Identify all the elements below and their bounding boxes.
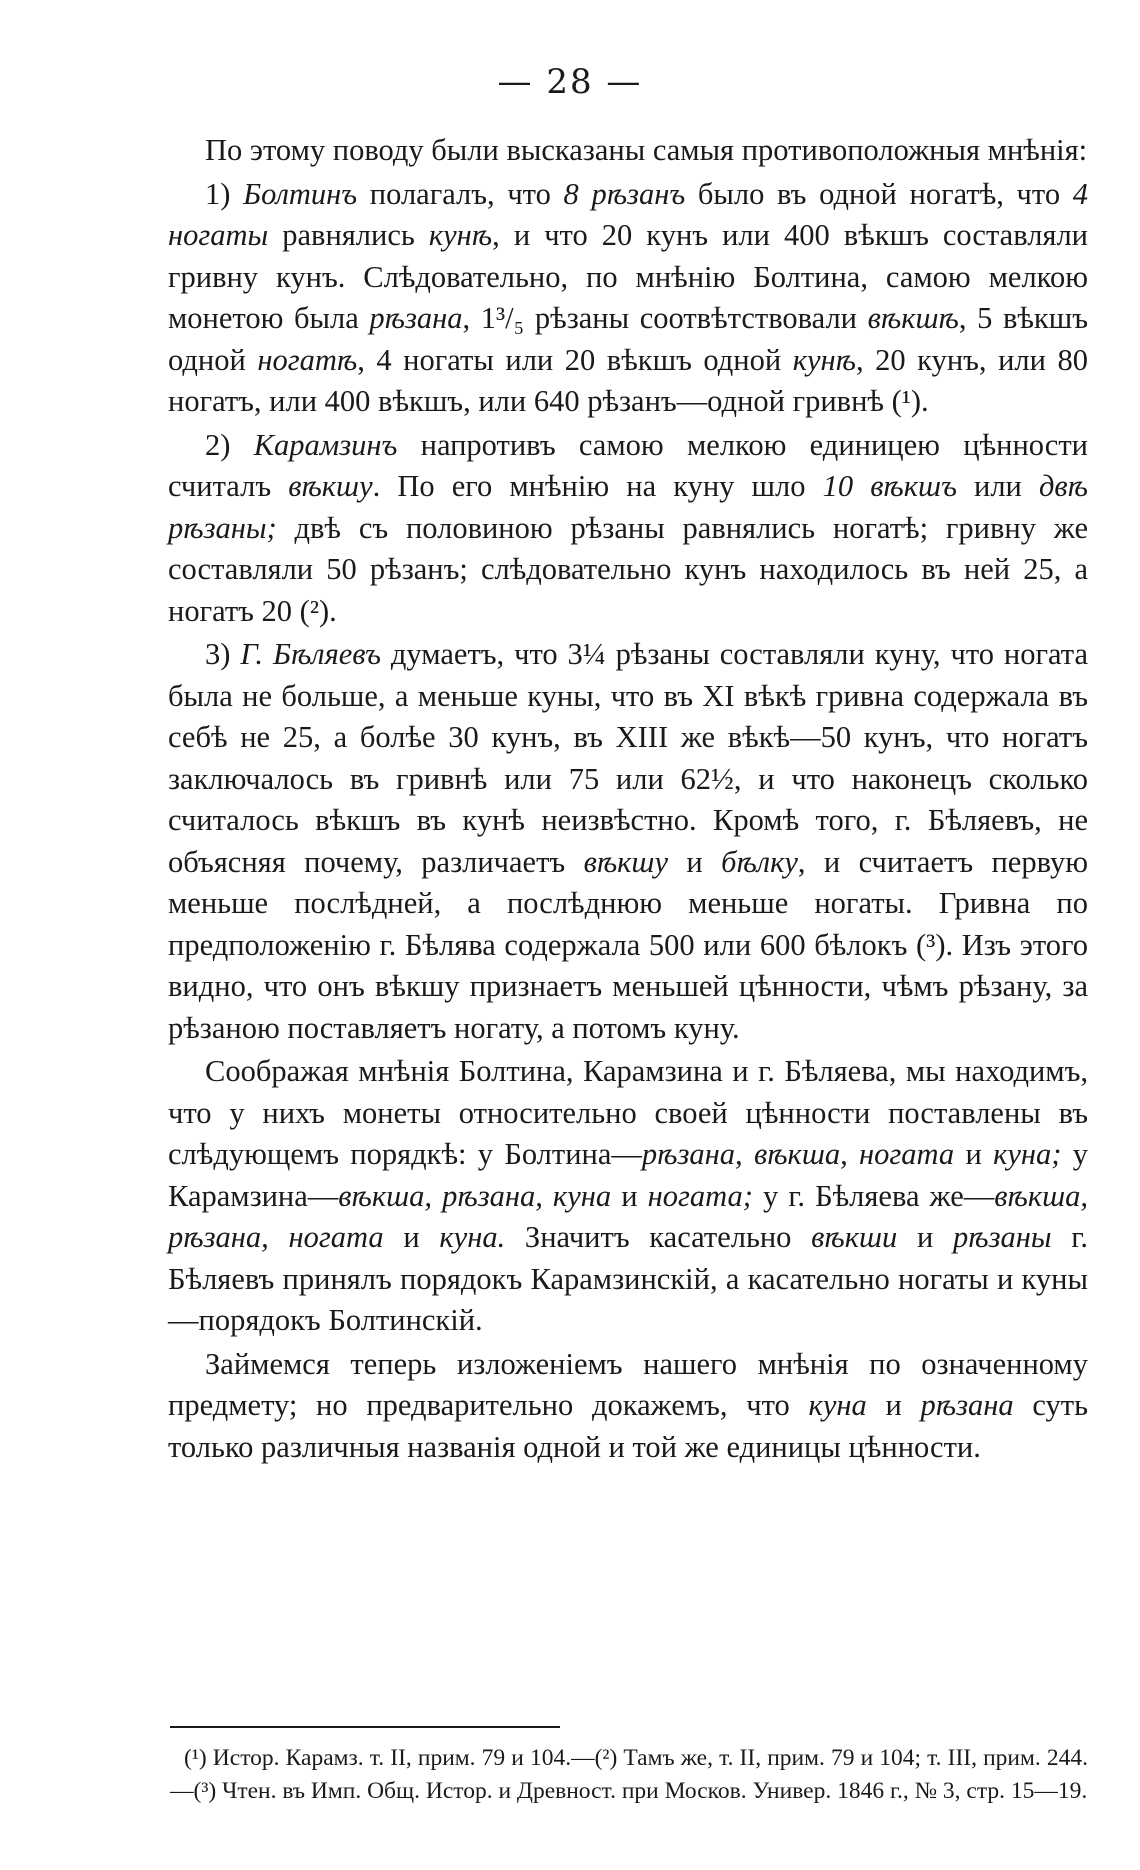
text-run: и: [611, 1178, 648, 1213]
italic-term: рѣзана: [920, 1388, 1014, 1422]
italic-term: Г. Бѣляевъ: [240, 637, 381, 671]
italic-term: вѣкши: [811, 1220, 898, 1254]
italic-term: Болтинъ: [243, 176, 358, 211]
italic-term: рѣзана: [369, 301, 463, 335]
italic-term: ногата;: [647, 1178, 753, 1213]
text-run: и: [668, 844, 722, 879]
italic-term: 10 вѣкшъ: [822, 469, 957, 503]
paragraph-1: [168, 130, 1088, 172]
text-run: 3): [205, 637, 241, 671]
text-run: Значитъ касательно: [505, 1220, 812, 1254]
italic-term: 8 рѣзанъ: [563, 176, 686, 211]
italic-term: вѣкшѣ: [867, 301, 959, 335]
text-run: г. Бѣляевъ принялъ порядокъ Карамзинскій, а касательно ногаты и куны—порядокъ Болтинскій.: [168, 1220, 1088, 1337]
italic-term: двѣ рѣзаны;: [168, 469, 1088, 545]
italic-term: бѣлку: [721, 844, 798, 879]
text-run: , и что 20 кунъ или 400 вѣкшъ составляли гривну кунъ. Слѣдовательно, по мнѣнію Болтина, самою мелкою монетою была: [168, 218, 1088, 335]
text-run: суть только различныя названія одной и той же единицы цѣнности.: [168, 1388, 1089, 1464]
footnote-1: (¹) Истор. Карамз. т. II, прим. 79 и 104.—(²) Тамъ же, т. II, прим. 79 и 104; т. III, прим. 244.—(³) Чтен. въ Имп. Общ. Истор. и Древност. при Москов. Универ. 1846 г., № 3, стр. 15—19.: [170, 1745, 1088, 1804]
body-text: [168, 130, 1088, 1470]
italic-term: куна.: [439, 1220, 506, 1254]
paragraph-5: [168, 1051, 1088, 1342]
footnote-rule: [170, 1726, 560, 1728]
paragraph-4: [168, 634, 1088, 1049]
italic-term: вѣкшу: [583, 844, 668, 879]
italic-term: Карамзинъ: [253, 427, 398, 462]
text-run: , 20 кунъ, или 80 ногатъ, или 400 вѣкшъ, или 640 рѣзанъ—одной гривнѣ (¹).: [168, 342, 1088, 418]
italic-term: ногатѣ: [257, 342, 358, 377]
text-run: думаетъ, что 3¼ рѣзаны составляли куну, что ногата была не больше, а меньше куны, что въ XI вѣкѣ гривна содержала въ себѣ не 25, а болѣе 30 кунъ, въ XIII же вѣкѣ—50 кунъ, что ногатъ заключалось въ гривнѣ или 75 или 62½, и что наконецъ сколько считалось вѣкшъ въ кунѣ неизвѣстно. Кромѣ того, г. Бѣляевъ, не объясняя почему, различаетъ: [168, 637, 1088, 879]
text-run: 1): [205, 176, 244, 211]
paragraph-6: [168, 1344, 1088, 1469]
text-run: . По его мнѣнію на куну шло: [372, 469, 823, 503]
text-run: полагалъ, что: [357, 176, 564, 211]
text-run: двѣ съ половиною рѣзаны равнялись ногатѣ; гривну же составляли 50 рѣзанъ; слѣдовательно кунъ находилось въ ней 25, а ногатъ 20 (²).: [168, 510, 1088, 628]
italic-term: куна: [808, 1388, 867, 1422]
text-run: равнялись: [268, 218, 429, 252]
text-run: у г. Бѣляева же—: [752, 1178, 995, 1213]
text-run: По этому поводу были высказаны самыя противоположныя мнѣнія:: [205, 133, 1088, 167]
text-run: и: [954, 1137, 994, 1171]
italic-term: 4 ногаты: [168, 176, 1088, 252]
text-run: Соображая мнѣнія Болтина, Карамзина и г. Бѣляева, мы находимъ, что у нихъ монеты относительно своей цѣнности поставлены въ слѣдующемъ порядкѣ: у Болтина—: [168, 1054, 1088, 1171]
text-run: у Карамзина—: [168, 1137, 1088, 1213]
page-number: — 28 —: [497, 62, 643, 102]
footnotes: [170, 1742, 1088, 1808]
text-run: , и считаетъ первую меньше послѣдней, а послѣднюю меньше ногаты. Гривна по предположенію г. Бѣлява содержала 500 или 600 бѣлокъ (³). Изъ этого видно, что онъ вѣкшу признаетъ меньшей цѣнности, чѣмъ рѣзану, за рѣзаною поставляетъ ногату, а потомъ куну.: [168, 844, 1088, 1045]
text-run: и: [383, 1220, 440, 1254]
italic-term: кунѣ: [792, 342, 856, 377]
text-run: и: [866, 1388, 921, 1422]
text-run: и: [897, 1220, 954, 1254]
paragraph-3: [168, 425, 1088, 633]
text-run: напротивъ самою мелкою единицею цѣнности считалъ: [168, 427, 1088, 503]
italic-term: кунѣ: [428, 218, 493, 252]
italic-term: рѣзаны: [953, 1220, 1052, 1254]
italic-term: рѣзана, вѣкша, ногата: [641, 1137, 955, 1171]
text-run: 2): [205, 427, 254, 462]
text-run: было въ одной ногатѣ, что: [685, 176, 1073, 211]
paragraph-2: [168, 174, 1088, 423]
text-run: Займемся теперь изложеніемъ нашего мнѣнія по означенному предмету; но предварительно докажемъ, что: [168, 1346, 1088, 1422]
italic-term: вѣкшу: [288, 469, 373, 503]
italic-term: куна;: [993, 1137, 1062, 1171]
italic-term: вѣкша, рѣзана, ногата: [168, 1178, 1089, 1254]
text-run: , 5 вѣкшъ одной: [168, 301, 1088, 377]
text-run: или: [956, 469, 1039, 503]
text-run: , 1³/₅ рѣзаны соотвѣтствовали: [462, 301, 868, 335]
text-run: , 4 ногаты или 20 вѣкшъ одной: [357, 342, 793, 377]
italic-term: вѣкша, рѣзана, куна: [338, 1178, 612, 1213]
